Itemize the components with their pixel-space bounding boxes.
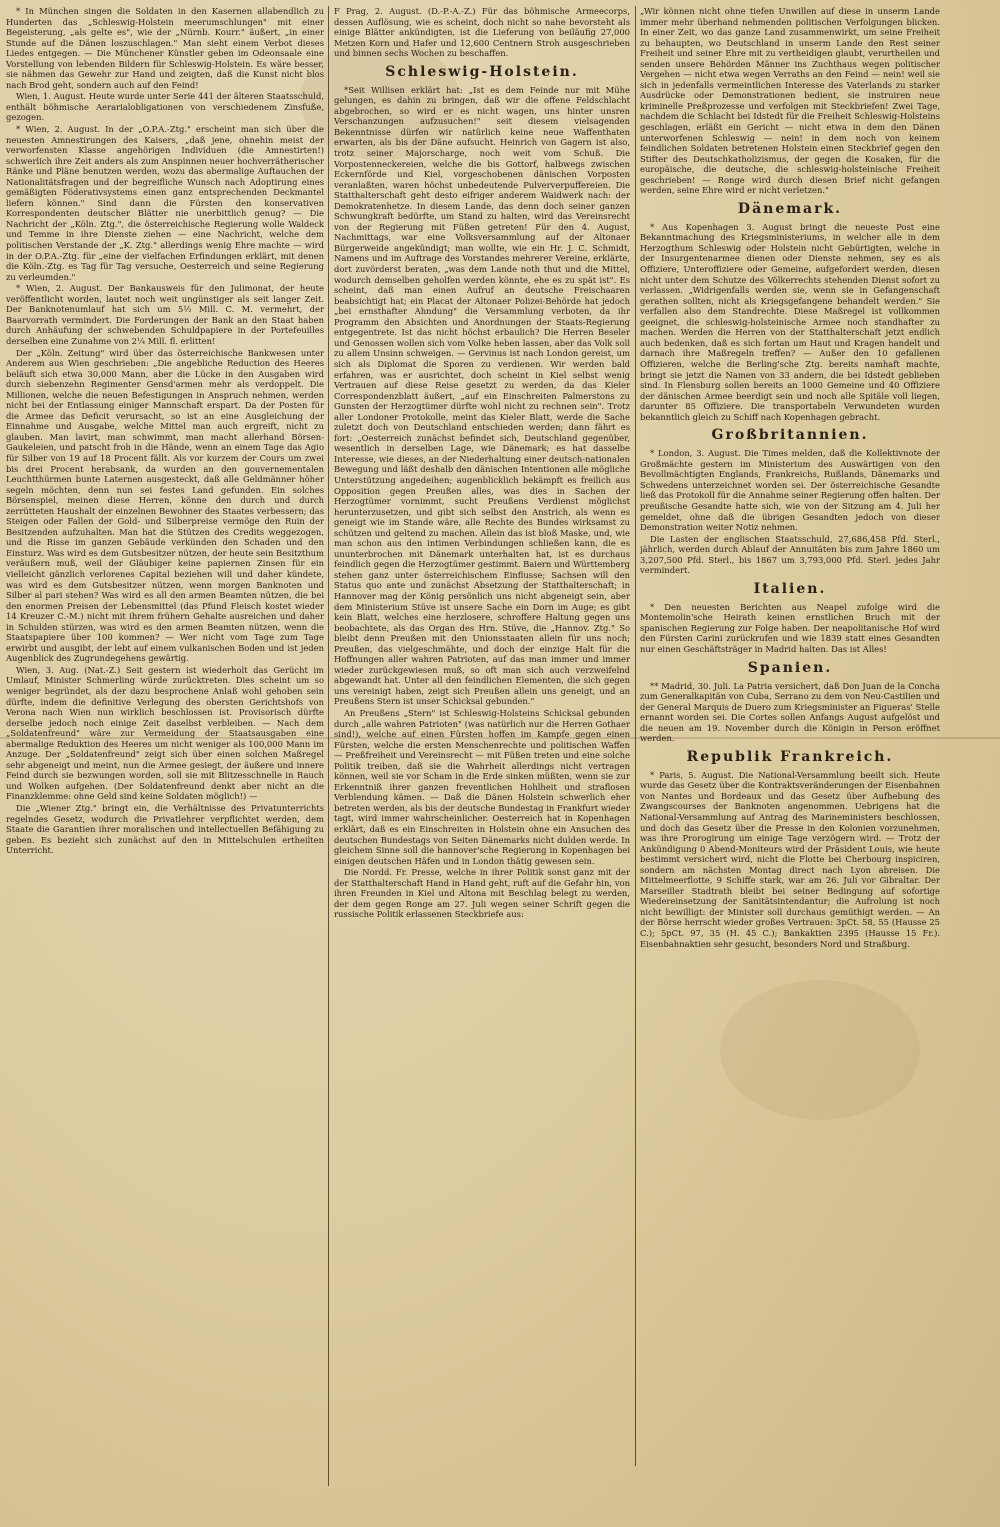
article-kopenhagen: * Aus Kopenhagen 3. August bringt die neueste Post eine Bekanntmachung des Kriegsministeriums, in welcher alle in dem Herzogthum Schleswig oder Holstein nicht Gebürtigten, welche in der Insurgentenarmee dienen oder Dienste nehmen, sey es als Offiziere, Unteroffiziere oder Gemeine, aufgefordert werden, diesen nicht unter dem Schutze des Völkerrechts stehenden Dienst sofort zu verlassen. „Widrigenfalls werden sie, wenn sie in Gefangenschaft gerathen sollten, nicht als Kriegsgefangene behandelt werden." Sie verfallen also dem Standrechte. Diese Maßregel ist vollkommen geeignet, die schleswig-holsteinische Armee noch standhafter zu machen. Werden die Herren von der Statthalterschaft jetzt endlich auch bedenken, daß es sich fortan um Haut und Kragen handelt und darnach ihre Maßregeln treffen? — Außer den 10 gefallenen Offizieren, welche die Berling'sche Ztg. bereits namhaft machte, bringt sie jetzt die Namen von 33 andern, die bei Idstedt geblieben sind. In Flensburg sollen bereits an 1000 Gemeine und 40 Offiziere der dänischen Armee beerdigt sein und noch alle Spitäle voll liegen, darunter 85 Offiziere. Die transportabeln Verwundeten wurden bekanntlich gleich zu Schiff nach Kopenhagen gebracht.	[640, 221, 940, 422]
column-2	[334, 6, 630, 1476]
article-wien-1: Wien, 1. August. Heute wurde unter Serie 441 der älteren Staatsschuld, enthält böhmische Aerarialobligationen von verschiedenem Zinsfuße, gezogen.	[6, 91, 324, 123]
column-rule	[328, 6, 329, 1486]
article-neapel: * Den neuesten Berichten aus Neapel zufolge wird die Montemolin'sche Heirath keinen ernstlichen Bruch mit der spanischen Regierung zur Folge haben. Der neapolitanische Hof wird den Fürsten Carini zurückrufen und wie 1839 statt eines Gesandten nur einen Geschäftsträger in Madrid halten. Das ist Alles!	[640, 601, 940, 654]
article-wien-3: Wien, 3. Aug. (Nat.-Z.) Seit gestern ist wiederholt das Gerücht im Umlauf, Minister Schmerling würde zurücktreten. Dies scheint um so weniger begründet, als der dazu besprochene Anlaß wohl gehoben sein dürfte, indem die definitive Verlegung des obersten Gerichtshofs von Verona nach Wien nun wirklich beschlossen ist. Provisorisch dürfte derselbe jedoch noch einige Zeit daselbst verbleiben. — Nach dem „Soldatenfreund" wäre zur Vermeidung der Staatsausgaben eine abermalige Reduktion des Heeres um nicht weniger als 100,000 Mann im Anzuge. Der „Soldatenfreund" zeigt sich über einen solchen Maßregel sehr abgeneigt und meint, nun die Armee gesiegt, der äußere und innere Feind durch sie bezwungen worden, soll sie mit Blitzesschnelle in Rauch und Wolken aufgehen. (Der Soldatenfreund denkt aber nicht an die Finanzklemme: ohne Geld sind keine Soldaten möglich!) —	[6, 664, 324, 802]
column-rule	[635, 6, 636, 1466]
article-wien-2a: * Wien, 2. August. In der „O.P.A.-Ztg." erscheint man sich über die neuesten Amnestirungen des Kaisers, „daß jene, ohnehin meist der verworfensten Klasse angehörigen Individuen (die Amnestirten!) schwerlich ihre Zeit anders als zum Anspinnen neuer hochverrätherischer Ränke und Pläne benutzen werden, wozu das abermalige Auftauchen der Nationalitätsfragen und der begreifliche Wunsch nach Adoptirung eines gemäßigten Föderativsystems einen ganz entsprechenden Deckmantel liefern können." Sind dann die Fürsten den konservativen Korrespondenten deutscher Blätter nie unerbittlich genug? — Die Nachricht der „Köln. Ztg.", die österreichische Regierung wolle Waldeck und Temme in ihre Dienste ziehen — eine Nachricht, welche dem politischen Verstande der „K. Ztg." allerdings wenig Ehre machte — wird in der O.P.A.-Ztg. für „eine der vielfachen Erfindungen erklärt, mit denen die Köln.-Ztg. es Tag für Tag versuche, Oesterreich und seine Regierung zu verleumden."	[6, 124, 324, 282]
section-heading-daenemark: Dänemark.	[737, 200, 843, 217]
section-heading-frankreich: Republik Frankreich.	[686, 748, 894, 765]
article-ronge-quote: „Wir können nicht ohne tiefen Unwillen auf diese in unserm Lande immer mehr überhand nehmenden politischen Verfolgungen blicken. In einer Zeit, wo das ganze Land zusammenwirkt, um seine Freiheit zu behaupten, wo Deutschland in unserm Lande den Rest seiner Freiheit und seiner Ehre mit zu vertheidigen glaubt, verurtheilen und senden unsere Behörden Männer ins Zuchthaus wegen politischer Vergehen — nicht etwa wegen Verraths an den Feind — nein! weil sie sich in jedenfalls vermeintlichen Interesse des Vaterlands zu starker Ausdrücke oder Demonstrationen bedient, sie instruiren neue kriminelle Preßprozesse und verfolgen mit Steckbriefen! Zwei Tage, nachdem die Schlacht bei Idstedt für die Freiheit Schleswig-Holsteins geschlagen, erläßt ein Gericht — nicht etwa in dem den Dänen unterworfenen Schleswig — nein! in dem noch von keinem feindlichen Soldaten betretenen Holstein einen Steckbrief gegen den Stifter des Deutschkatholizismus, der gegen die Kosaken, für die europäische, die deutsche, die schleswig-holsteinische Freiheit geschrieben! — Ronge wird durch diesen Brief nicht gefangen werden, seine Ehre wird er nicht verletzen."	[640, 6, 940, 196]
article-muenchen: * In München singen die Soldaten in den Kasernen allabendlich zu Hunderten das „Schleswig-Holstein meerumschlungen" mit einer Begeisterung, „als gelte es", wie der „Nürnb. Kourr." äußert, „in einer Stunde auf die Dänen loszuschlagen." Man sieht einem Verbot dieses Liedes entgegen. — Die Münchener Künstler geben im Odeonsaale eine Vorstellung von lebenden Bildern für Schleswig-Holstein. Es wäre besser, sie nähmen das Gewehr zur Hand und zeigten, daß die Kunst nicht blos nach Brod geht, sondern auch auf den Feind!	[6, 6, 324, 90]
article-nordd-presse: Die Nordd. Fr. Presse, welche in ihrer Politik sonst ganz mit der der Statthalterschaft Hand in Hand geht, ruft auf die Gefahr hin, von ihren Freunden in Kiel und Altona mit Beschlag belegt zu werden, der dem gegen Ronge am 27. Juli wegen seiner Schrift gegen die russische Politik erlassenen Steckbriefe aus:	[334, 867, 630, 920]
article-preussens-stern: An Preußens „Stern" ist Schleswig-Holsteins Schicksal gebunden durch „alle wahren Patrioten" (was natürlich nur die Herren Gothaer sind!), welche auf einen Fürsten hoffen im Kampfe gegen einen Fürsten, welche die ersten Menschenrechte und politischen Waffen — Preßfreiheit und Vereinsrecht — mit Füßen treten und eine solche Politik treiben, daß sie die Wahrheit allerdings nicht vertragen können, weil sie vor Scham in die Erde sinken müßten, wenn sie zur Erkenntniß ihrer ganzen freventlichen Hohlheit und straflosen Verblendung kämen. — Daß die Dänen Holstein schwerlich eher betreten werden, als bis der deutsche Bundestag in Frankfurt wieder tagt, wird immer wahrscheinlicher. Oesterreich hat in Kopenhagen erklärt, daß es ein Einschreiten in Holstein ohne ein Ansuchen des deutschen Bundestags von Seiten Dänemarks nicht dulden werde. In gleichem Sinne soll die hannover'sche Regierung in Kopenhagen bei einigen deutschen Häfen und in London thätig gewesen sein.	[334, 708, 630, 866]
article-wiener-ztg: Die „Wiener Ztg." bringt ein, die Verhältnisse des Privatunterrichts regelndes Gesetz, wodurch die Privatlehrer verpflichtet werden, dem Staate die Garantien ihrer moralischen und intellectuellen Befähigung zu geben. Es bezieht sich zunächst auf den in Mittelschulen ertheilten Unterricht.	[6, 803, 324, 856]
article-staatsschuld: Die Lasten der englischen Staatsschuld, 27,686,458 Pfd. Sterl., jährlich, werden durch Ablauf der Annuitäten bis zum Jahre 1860 um 3,207,500 Pfd. Sterl., bis 1867 um 3,793,000 Pfd. Sterl. jedes Jahr vermindert.	[640, 533, 940, 576]
section-heading-grossbritannien: Großbritannien.	[711, 427, 869, 444]
section-heading-schleswig-holstein: Schleswig-Holstein.	[385, 63, 579, 80]
section-heading-spanien: Spanien.	[747, 659, 833, 676]
article-wien-2b: * Wien, 2. August. Der Bankausweis für den Julimonat, der heute veröffentlicht worden, lautet noch weit ungünstiger als seit langer Zeit. Der Banknotenumlauf hat sich um 5½ Mill. C. M. vermehrt, der Baarvorrath vermindert. Die Forderungen der Bank an den Staat haben durch Anhäufung der schwebenden Schuldpapiere in der Portefeuilles derselben eine Zunahme von 2¼ Mill. fl. erlitten!	[6, 283, 324, 346]
section-heading-italien: Italien.	[753, 580, 827, 597]
column-3	[640, 6, 940, 1458]
article-london: * London, 3. August. Die Times melden, daß die Kollektivnote der Großmächte gestern im Ministerium des Auswärtigen von den Bevollmächtigten Englands, Frankreichs, Rußlands, Dänemarks und Schwedens unterzeichnet worden sei. Der österreichische Gesandte ließ das Protokoll für die Annahme seiner Regierung offen halten. Der preußische Gesandte hatte sich, wie von der Sitzung am 4. Juli her gemeldet, ohne daß die übrigen Gesandten jedoch von dieser Demonstration weiter Notiz nehmen.	[640, 448, 940, 533]
article-prag: F Prag, 2. August. (D.-P.-A.-Z.) Für das böhmische Armeecorps, dessen Auflösung, wie es scheint, doch nicht so nahe bevorsteht als einige Blätter ankündigten, ist die Lieferung von beiläufig 27,000 Metzen Korn und Hafer und 12,600 Centnern Stroh ausgeschrieben und binnen sechs Wochen zu beschaffen.	[334, 6, 630, 59]
column-1	[6, 6, 324, 1494]
article-paris: * Paris, 5. August. Die National-Versammlung beeilt sich. Heute wurde das Gesetz über die Kontraktsveränderungen der Eisenbahnen von Nantes und Bordeaux und das Gesetz über Aufhebung des Zwangscourses der Banknoten angenommen. Uebrigens hat die National-Versammlung auf Antrag des Marineministers beschlossen, und doch das Gesetz über die Presse in den Kolonien vorzunehmen, was ihre Prorogirung um einige Tage verzögern wird. — Trotz der Ankündigung 0 Abend-Moniteurs wird der Präsident Louis, wie heute bestimmt versichert wird, nicht die Flotte bei Cherbourg inspiciren, sondern am nächsten Montag direct nach Lyon abreisen. Die Mittelmeerflotte, 9 Schiffe stark, war am 26. Juli vor Gibraltar. Der Marseiller Stadtrath bleibt bei seiner Bedingung auf sofortige Wiedereinsetzung der Sanitätsintendantur; die Aufrolung ist noch nicht bewilligt: der Minister soll durchaus gemüthigt werden. — An der Börse herrscht wieder großes Vertrauen: 3pCt. 58, 55 (Hausse 25 C.); 5pCt. 97, 35 (H. 45 C.); Bankaktien 2395 (Hausse 15 Fr.). Eisenbahnaktien sehr gesucht, besonders Nord und Straßburg.	[640, 769, 940, 949]
article-madrid: ** Madrid, 30. Juli. La Patria versichert, daß Don Juan de la Concha zum Generalkapitän von Cuba, Serrano zu dem von Neu-Castilien und der General Marquis de Duero zum Kriegsminister an Figueras' Stelle ernannt worden sei. Die Cortes sollen Anfangs August aufgelöst und die neuen am 19. November durch die Königin in Person eröffnet werden.	[640, 680, 940, 744]
article-willisen: *Seit Willisen erklärt hat: „Ist es dem Feinde nur mit Mühe gelungen, es dahin zu bringen, daß wir die offene Feldschlacht abgebrochen, so wird er es nicht wagen, uns hinter unsren Verschanzungen aufzusuchen!" seit diesem vielsagenden Bekenntnisse dürfen wir natürlich keine neue Waffenthaten erwarten, als bis der Däne aufsucht. Heinrich von Gagern ist also, trotz seiner Majorscharge, noch weit vom Schuß. Die Vorpostenneckereien, welche die bis Gottorf, halbwegs zwischen Eckernförde und Kiel, vorgeschobenen dänischen Vorposten veranlaßten, waren höchst unbedeutende Pulververpuffereien. Die Statthalterschaft geht desto eifriger anderem Waidwerk nach: der Demokratenhetze. In diesem Lande, das denn doch seiner ganzen Schwungkraft bedürfte, um Stand zu halten, wird das Vereinsrecht von der Regierung mit Füßen getreten! Für den 4. August, Nachmittags, war eine Volksversammlung auf der Altonaer Bürgerweide angekündigt; man wollte, wie ein Hr. J. C. Schmidt, Namens und im Auftrage des Vorstandes mehrerer Vereine, erklärte, dort zuvörderst beraten, „was dem Lande noth thut und die Mittel, wodurch demselben geholfen werden könnte, ehe es zu spät ist". Es scheint, daß man einen Aufruf an deutsche Freischaaren beabsichtigt hat; ein Placat der Altonaer Polizei-Behörde hat jedoch „bei ernsthafter Ahndung" die Versammlung verboten, da ihr Programm den Absichten und Anordnungen der Staats-Regierung entgegentrete. Ist das nicht höchst erbaulich? Die Herren Beseler und Genossen wollen sich vom Volke heben lassen, aber das Volk soll zu allem Unsinn schweigen. — Gervinus ist nach London gereist, um sich als Diplomat die Sporen zu verdienen. Wir werden bald erfahren, was er ausrichtet, doch scheint in Kiel selbst wenig Vertrauen auf diese Reise gesetzt zu werden, da das Kieler Correspondenzblatt äußert, „auf ein Einschreiten Palmerstons zu Gunsten der Herzogtümer dürfte wohl nicht zu rechnen sein". Trotz aller Londoner Protokolle, meint das Kieler Blatt, werde die Sache zuletzt doch von Deutschland entschieden werden; dann fährt es fort: „Oesterreich zunächst befindet sich, Deutschland gegenüber, wesentlich in derselben Lage, wie Dänemark; es hat dasselbe Interesse, wie dieses, an der Niederhaltung einer deutsch-nationalen Bewegung und läßt deshalb den dänischen Intentionen alle mögliche Unterstützung angedeihen; augenblicklich bekämpft es freilich aus Opposition gegen Preußen alles, was dies in Sachen der Herzogtümer vornimmt, sucht Preußens Verdienst möglichst herunterzusetzen, und gibt sich selbst den Anstrich, als wenn es geneigt wie im Stande wäre, alle Rechte des Bundes wirksamst zu schützen und geltend zu machen. Allein das ist bloß Maske, und, wie man schon aus den intimen Verbindungen schließen kann, die es ununterbrochen mit Dänemark unterhalten hat, ist es durchaus feindlich gegen die Herzogtümer gestimmt. Baiern und Württemberg stehen ganz unter österreichischem Einflusse; Sachsen will den Status quo ante und zunächst Absetzung der Statthalterschaft; in Hannover mag der König persönlich uns nicht abgeneigt sein, aber dem Ministerium Stüve ist unsere Sache ein Dorn im Auge; es gibt kein Blatt, welches eine herzlosere, schroffere Haltung gegen uns beobachtete, als das Organ des Hrn. Stüve, die „Hannov. Ztg." So bleibt denn Preußen mit den Unionsstaaten allein für uns noch; Preußen, das vielgeschmähte, und doch der einzige Halt für die Hoffnungen aller wahren Patrioten, auf das man immer und immer wieder zurückgewiesen muß, so oft man sich auch verzweifelnd abgewandt hat. Unter all den feindlichen Elementen, die sich gegen uns vereinigt haben, zeigt sich Preußen allein uns geneigt, und an Preußens Stern ist unser Schicksal gebunden."	[334, 84, 630, 707]
article-koeln-bankwesen: Der „Köln. Zeitung" wird über das österreichische Bankwesen unter Anderem aus Wien geschrieben: „Die angebliche Reduction des Heeres beläuft sich etwa 30,000 Mann, aber die Lücke in den Ausgaben wird durch siebenzehn Regimenter Gensd'armen mehr als verdoppelt. Die Millionen, welche die neuen Befestigungen in Anspruch nehmen, werden nicht bei der Entlassung einiger Mannschaft erspart. Da der Posten für die Armee das Deficit verursacht, so ist an eine Ausgleichung der Einnahme und Ausgabe, welche Mittel man auch ergreift, nicht zu glauben. Man lavirt, man schwimmt, man macht allerhand Börsen-Gaukeleien, und patscht froh in die Hände, wenn an einem Tage das Agio für Silber von 19 auf 18 Procent fällt. Als vor kurzem der Cours um zwei bis drei Procent herabsank, da wurden an den gouvernementalen Leuchtthürmen bunte Laternen ausgesteckt, daß alle Geldmänner höher segeln möchten, denn nun sei festes Land gefunden. Ein solches Börsenspiel, meinen diese Herren, könne den durch und durch zerrütteten Haushalt der einzelnen Bewohner des Staates verbessern; das Steigen oder Fallen der Gold- und Silberpreise vermöge den Ruin der Besitzenden aufzuhalten. Man hat die Stützen des Credits weggezogen, und die Risse im ganzen Gebäude verkünden den Schaden und den Einsturz. Was wird es dem Gutsbesitzer nützen, der heute sein Besitzthum veräußern muß, weil der Gläubiger keine papiernen Zinsen für ein vielleicht gänzlich verlorenes Capital beziehen will und daher kündete, was wird es dem Gutsbesitzer nützen, wenn morgen Banknoten und Silber al pari stehen? Was wird es all den armen Beamten nützen, die bei den enormen Preisen der Lebensmittel (das Pfund Fleisch kostet wieder 14 Kreuzer C.-M.) nicht mit ihrem frühern Gehalte ausreichen und daher in Schulden stürzen, was wird es den armen Beamten nützen, wenn die Staatspapiere über 100 kommen? — Wer nicht vom Tage zum Tage erwirbt und ausgibt, der lebt auf einem vulkanischen Boden und ist jeden Augenblick des Zugrundegehens gewärtig.	[6, 347, 324, 664]
